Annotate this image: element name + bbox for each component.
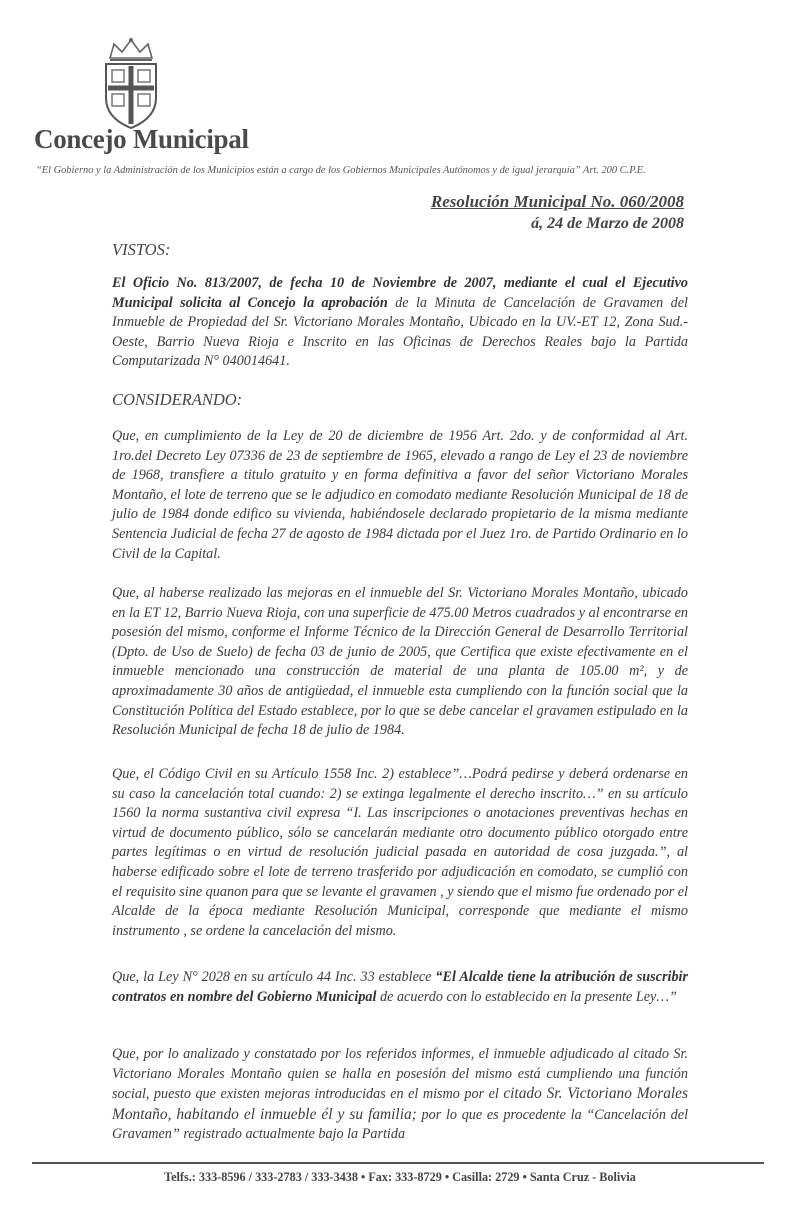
p5-part-c: por lo que es procedente la “Cancelación del Gravamen” registrado actualmente bajo la Partida: [112, 1106, 689, 1143]
vistos-heading: VISTOS:: [112, 240, 171, 259]
footer-contact: Telfs.: 333-8596 / 333-2783 / 333-3438 • Fax: 333-8729 • Casilla: 2729 • Santa Cruz - Bolivia: [164, 1170, 636, 1184]
resolution-title: Resolución Municipal No. 060/2008: [430, 192, 684, 211]
considerando-paragraph-3: Que, el Código Civil en su Artículo 1558 Inc. 2) establece”…Podrá pedirse y deberá ordenarse en su caso la cancelación total cuando: 2) se extinga legalmente el derecho inscrito…” en su artículo 1560 la norma sustantiva civil expresa “I. Las inscripciones o anotaciones preventivas hechas en virtud de documento público, sólo se cancelarán mediante otro documento público otorgado entre partes legítimas o en virtud de resolución judicial pasada en autoridad de cosa juzgada.”, al haberse edificado sobre el lote de terreno trasferido por adjudicación en comodato, se cumplió con el requisito sine quanon para que se levante el gravamen , y siendo que el mismo fue ordenado por el Alcalde de la época mediante Resolución Municipal, corresponde que mediante el mismo instrumento , se ordene la cancelación del mismo.: [112, 766, 688, 939]
vistos-paragraph: [112, 274, 688, 372]
vistos-bold-lead: El Oficio No. 813/2007, de fecha 10 de Noviembre de 2007, mediante el cual el Ejecutivo Municipal solicita al Concejo la aprobación: [112, 275, 688, 311]
p4-intro: Que, la Ley N° 2028 en su artículo 44 Inc. 33 establece: [112, 969, 436, 985]
vistos-rest: de la Minuta de Cancelación de Gravamen del Inmueble de Propiedad del Sr. Victoriano Morales Montaño, Ubicado en la UV.-ET 12, Zona Sud.- Oeste, Barrio Nueva Rioja e Inscrito en las Oficinas de Derechos Reales bajo la Partida Computarizada N° 040014641.: [112, 294, 688, 370]
coat-of-arms-icon: [96, 36, 166, 131]
organization-name: Concejo Municipal: [34, 124, 249, 154]
considerando-paragraph-4: [112, 968, 688, 1007]
considerando-paragraph-1: Que, en cumplimiento de la Ley de 20 de diciembre de 1956 Art. 2do. y de conformidad al Art. 1ro.del Decreto Ley 07336 de 23 de septiembre de 1965, elevado a rango de Ley el 23 de noviembre de 1968, transfiere a titulo gratuito y en forma definitiva a favor del señor Victoriano Morales Montaño, el lote de terreno que se le adjudico en comodato mediante Resolución Municipal de 18 de julio de 1984 donde edifico su vivienda, habiéndosele declarado propietario de la misma mediante Sentencia Judicial de fecha 27 de agosto de 1984 dictada por el Juez 1ro. de Partido Ordinario en lo Civil de la Capital.: [112, 428, 688, 562]
footer-divider: [32, 1162, 764, 1164]
p4-outro: de acuerdo con lo establecido en la presente Ley…”: [376, 988, 677, 1005]
motto-quote: “El Gobierno y la Administración de los Municipios están a cargo de los Gobiernos Municipales Autónomos y de igual jerarquía” Art. 200 C.P.E.: [36, 165, 646, 176]
resolution-date: á, 24 de Marzo de 2008: [531, 215, 684, 232]
considerando-paragraph-5: [112, 1045, 688, 1145]
p5-part-b: citado Sr. Victoriano Morales Montaño, habitando el inmueble él y su familia;: [112, 1085, 688, 1123]
considerando-paragraph-2: Que, al haberse realizado las mejoras en el inmueble del Sr. Victoriano Morales Montaño, ubicado en la ET 12, Barrio Nueva Rioja, con una superficie de 475.00 Metros cuadrados y al encontrarse en posesión del mismo, conforme el Informe Técnico de la Dirección General de Desarrollo Territorial (Dpto. de Uso de Suelo) de fecha 03 de junio de 2005, que Certifica que existe efectivamente en el inmueble mencionado una construcción de material de una planta de 105.00 m², y de aproximadamente 30 años de antigüedad, el inmueble esta cumpliendo con la función social que la Constitución Política del Estado establece, por lo que se debe cancelar el gravamen estipulado en la Resolución Municipal de fecha 18 de julio de 1984.: [112, 585, 688, 739]
considerando-heading: CONSIDERANDO:: [112, 390, 243, 409]
p4-bold-quote: “El Alcalde tiene la atribución de suscribir contratos en nombre del Gobierno Municipal: [112, 969, 688, 1005]
p5-part-a: Que, por lo analizado y constatado por los referidos informes, el inmueble adjudicado al citado Sr. Victoriano Morales Montaño quien se halla en posesión del mismo está cumpliendo una función social, puesto que existen mejoras introducidas en el mismo por el: [112, 1046, 688, 1103]
